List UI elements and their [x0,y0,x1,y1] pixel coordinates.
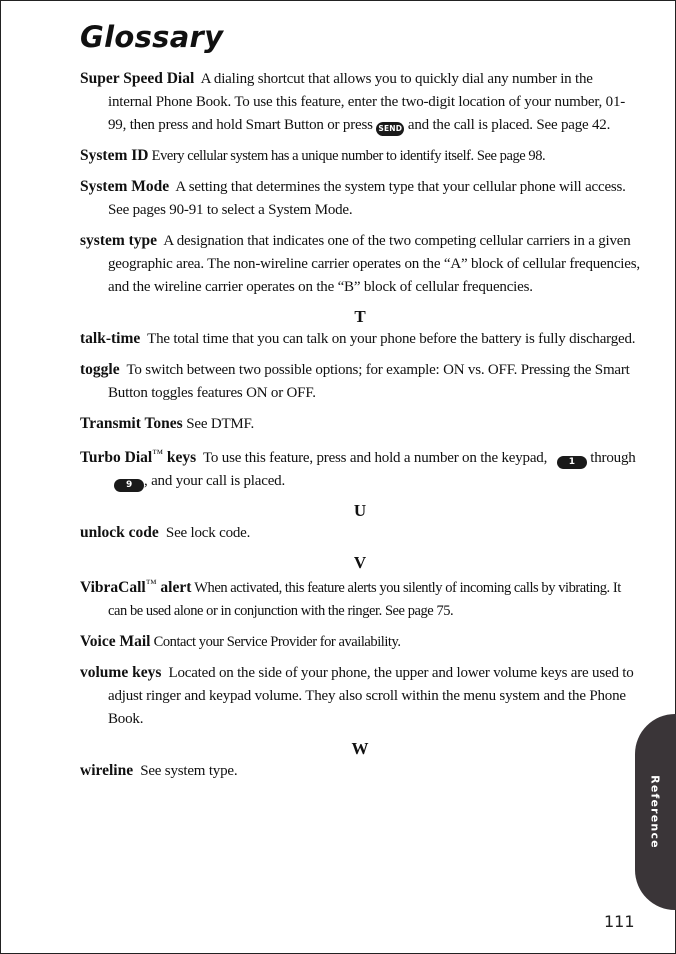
page-number: 111 [604,912,635,931]
entry-term: Transmit Tones [80,415,183,432]
entry-definition: To switch between two possible options; for example: ON vs. OFF. Pressing the Smart Button toggles features ON or OFF. [108,362,630,401]
key-9-icon: 9 [114,479,144,492]
entry-definition: A dialing shortcut that allows you to quickly dial any number in the internal Phone Book. To use this feature, enter the two-digit location of your number, 01-99, then press and hold Smart Button or press [108,71,626,133]
glossary-content [80,67,640,790]
entry-definition: See lock code. [165,525,251,541]
trademark-symbol: ™ [145,578,157,590]
entry-term: unlock code [80,524,159,541]
entry-definition: See DTMF. [186,416,255,432]
glossary-entry-talk-time [80,327,640,351]
entry-definition-continued: and the call is placed. See page 42. [407,117,611,133]
entry-term: VibraCall™ alert [80,578,192,596]
glossary-entry-system-type [80,229,640,299]
glossary-entry-vibracall-alert [80,573,640,623]
entry-definition: Located on the side of your phone, the upper and lower volume keys are used to adjust ringer and keypad volume. They also scroll within the menu system and the Phone Book. [108,665,634,727]
entry-definition: See system type. [140,763,238,779]
page-title: Glossary [80,20,224,54]
glossary-entry-unlock-code [80,521,640,545]
entry-definition: A setting that determines the system type that your cellular phone will access. See pages 90-91 to select a System Mode. [108,179,626,218]
glossary-entry-voice-mail [80,630,640,654]
entry-term: Voice Mail [80,633,151,650]
glossary-entry-wireline [80,759,640,783]
glossary-entry-transmit-tones [80,412,640,436]
entry-term: System ID [80,147,149,164]
entry-definition: To use this feature, press and hold a number on the keypad, [203,450,548,466]
section-letter-w: W [351,739,369,758]
glossary-entry-super-speed-dial [80,67,640,137]
glossary-entry-turbo-dial [80,443,640,493]
trademark-symbol: ™ [152,448,163,460]
entry-term: system type [80,232,158,249]
entry-term: talk-time [80,330,141,347]
section-letter-u: U [353,501,367,520]
glossary-entry-toggle [80,358,640,405]
key-1-icon: 1 [557,456,587,469]
entry-definition: When activated, this feature alerts you silently of incoming calls by vibrating. It can be used alone or in conjunction with the ringer. See page 75. [108,580,621,619]
send-key-icon: SEND [376,122,404,136]
entry-term: Turbo Dial™ keys [80,448,197,466]
entry-term: wireline [80,762,134,779]
entry-definition: Every cellular system has a unique number to identify itself. See page 98. [151,148,546,164]
entry-definition: A designation that indicates one of the two competing cellular carriers in a given geographic area. The non-wireline carrier operates on the “A” block of cellular frequencies, and the wireline carrier operates on the “B” block of cellular frequencies. [108,233,640,295]
reference-section-tab [635,714,676,910]
entry-definition-mid: through [590,450,636,466]
glossary-entry-system-mode [80,175,640,222]
glossary-entry-system-id [80,144,640,168]
entry-term: Super Speed Dial [80,70,195,87]
entry-definition: Contact your Service Provider for availability. [153,634,401,650]
glossary-entry-volume-keys [80,661,640,731]
entry-term: toggle [80,361,120,378]
entry-definition-continued: , and your call is placed. [144,473,285,489]
section-letter-v: V [353,553,367,572]
reference-tab-label: Reference [648,775,662,849]
entry-term: System Mode [80,178,170,195]
entry-term: volume keys [80,664,162,681]
entry-definition: The total time that you can talk on your phone before the battery is fully discharged. [147,331,636,347]
section-letter-t: T [354,307,366,326]
